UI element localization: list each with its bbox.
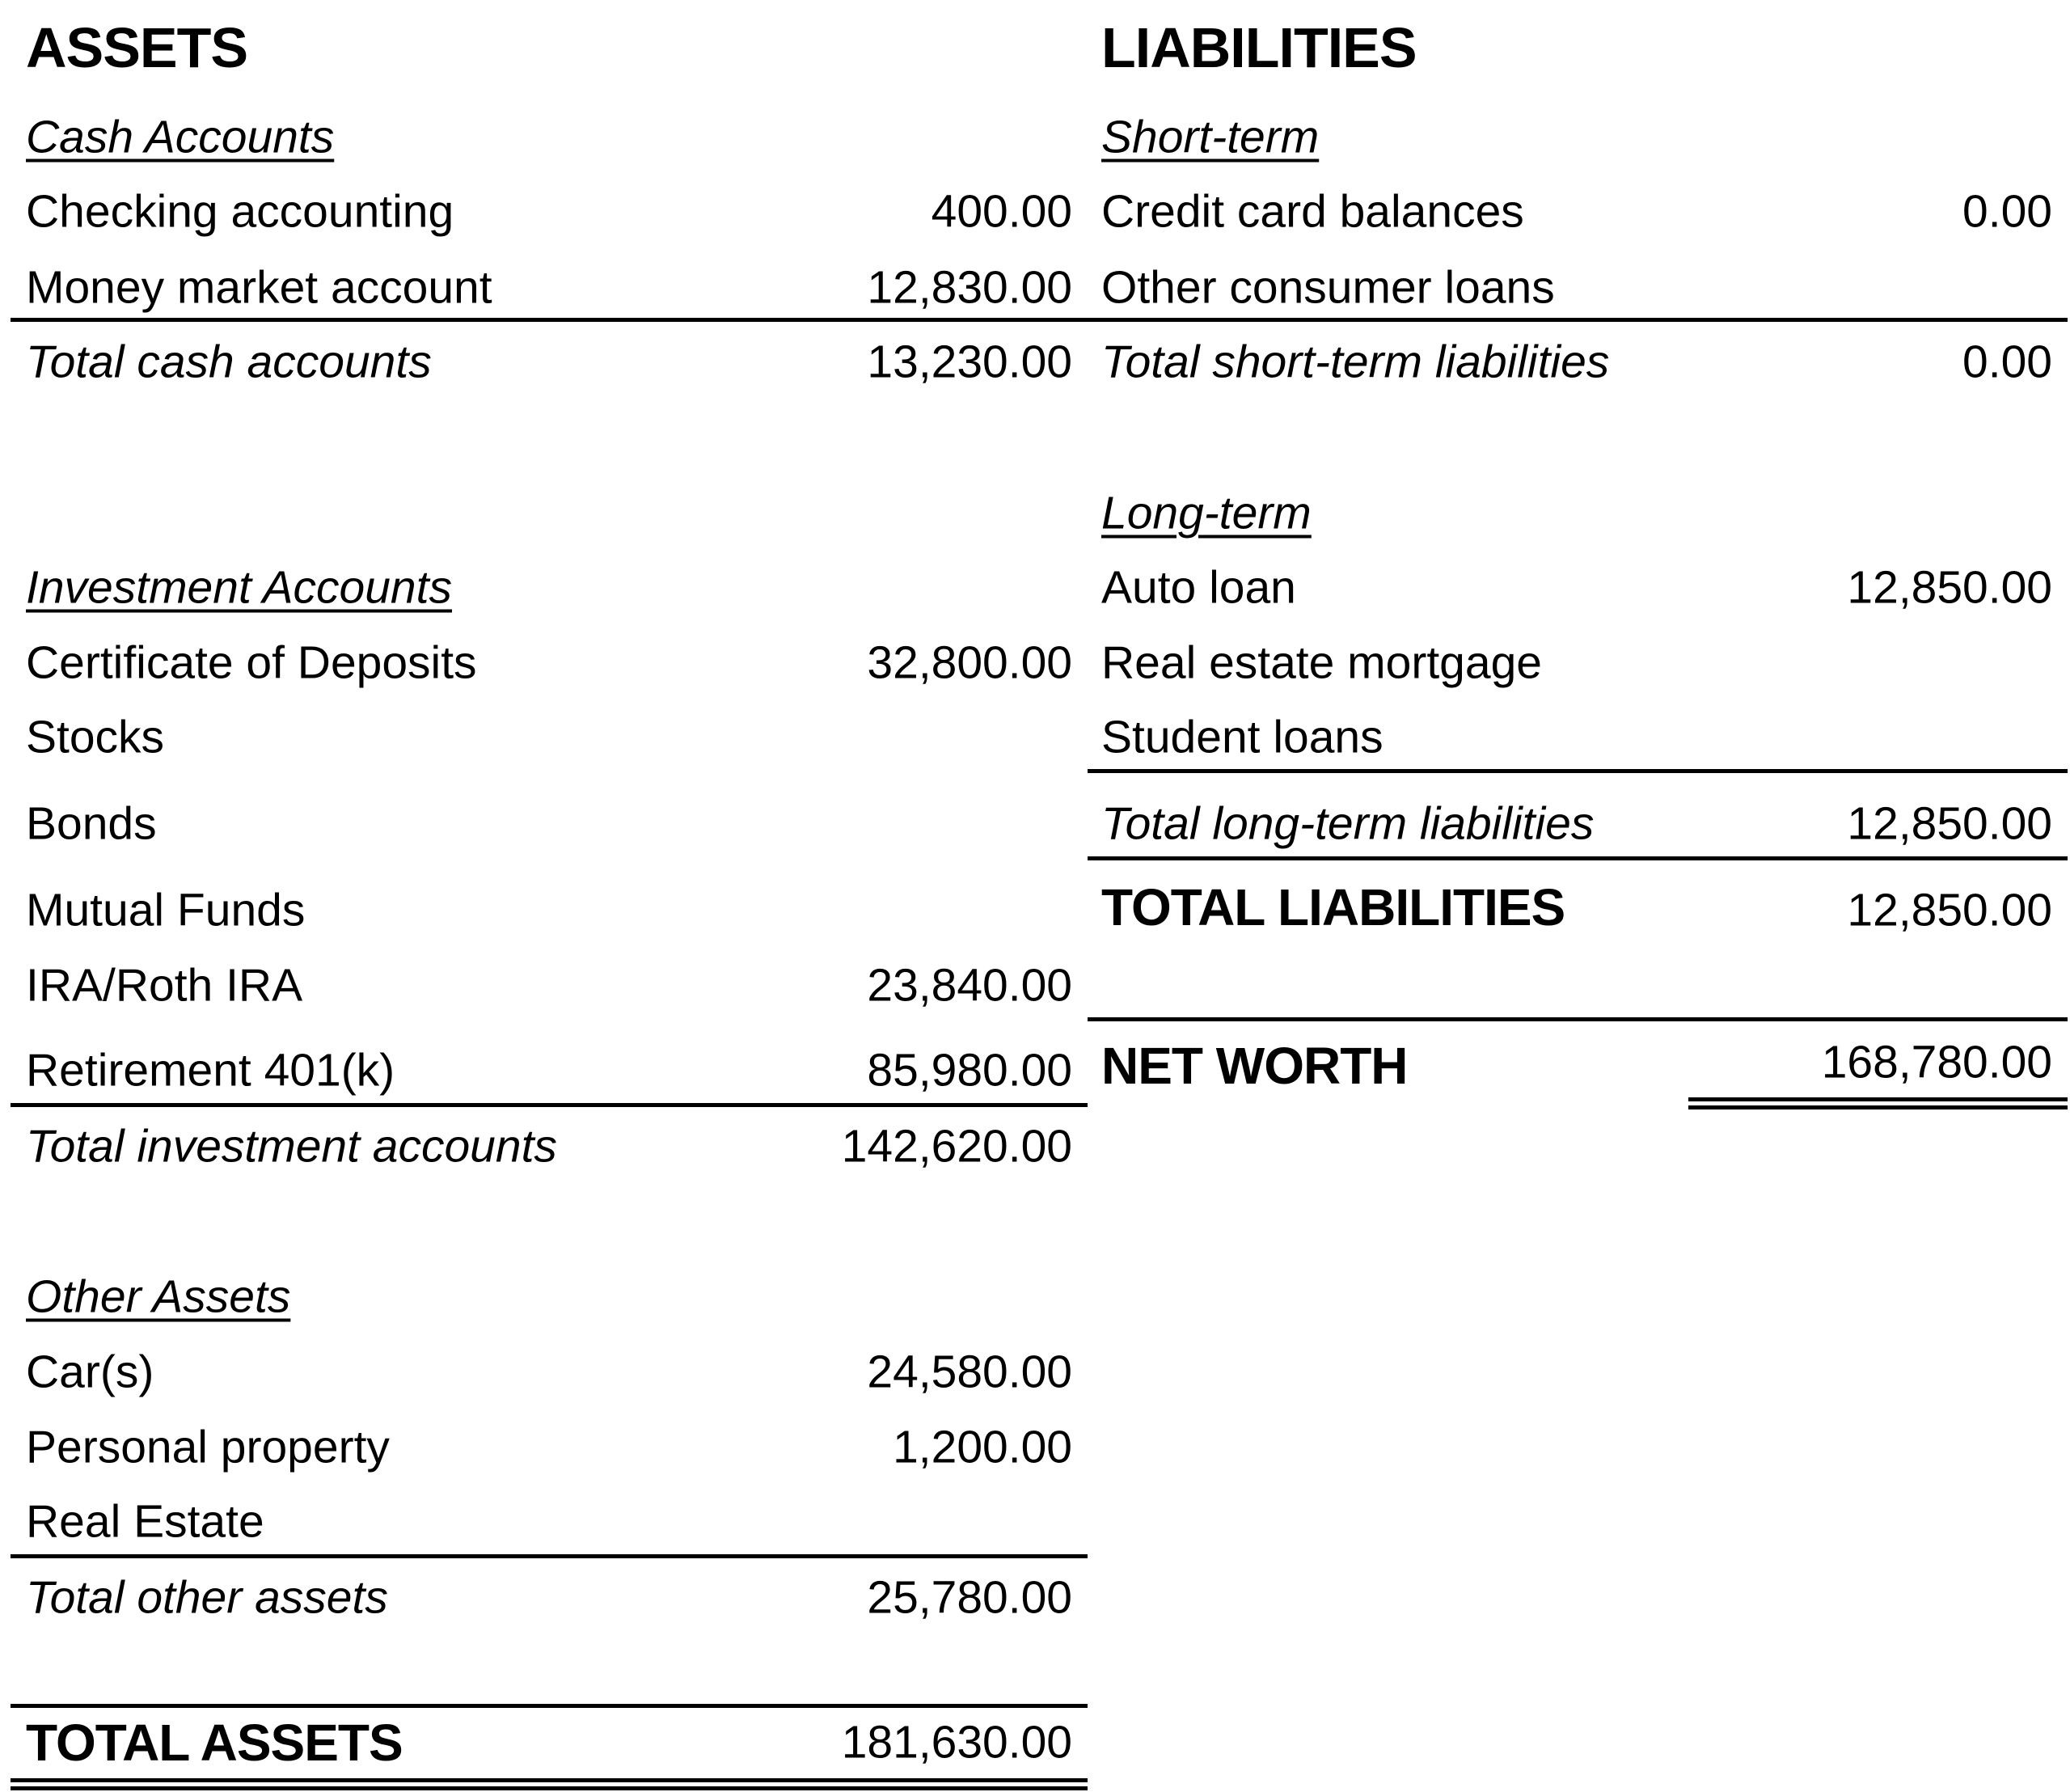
- total-investment-label: Total investment accounts: [26, 1120, 557, 1173]
- student-loans-label: Student loans: [1101, 711, 1384, 763]
- net-worth-top-rule: [1088, 1017, 2068, 1021]
- other-assets-heading: Other Assets: [26, 1270, 291, 1323]
- cars-value: 24,580.00: [867, 1346, 1072, 1398]
- long-term-total-rule: [1088, 769, 2068, 773]
- retirement-401k-label: Retirement 401(k): [26, 1044, 395, 1097]
- checking-value: 400.00: [931, 185, 1072, 238]
- short-term-total-rule: [1088, 318, 2068, 322]
- net-worth-value: 168,780.00: [1821, 1036, 2052, 1088]
- investment-accounts-heading: Investment Accounts: [26, 561, 452, 614]
- total-long-term-label: Total long-term liabilities: [1101, 797, 1595, 850]
- cd-value: 32,800.00: [867, 636, 1072, 689]
- long-term-heading: Long-term: [1101, 487, 1312, 539]
- total-cash-value: 13,230.00: [867, 336, 1072, 388]
- mutual-funds-label: Mutual Funds: [26, 884, 306, 936]
- total-other-label: Total other assets: [26, 1571, 388, 1624]
- cash-accounts-heading: Cash Accounts: [26, 111, 335, 163]
- net-worth-label: NET WORTH: [1101, 1037, 1408, 1095]
- credit-card-label: Credit card balances: [1101, 185, 1524, 238]
- cars-label: Car(s): [26, 1346, 154, 1398]
- other-total-rule: [11, 1554, 1088, 1558]
- total-liabilities-label: TOTAL LIABILITIES: [1101, 878, 1565, 936]
- cash-total-rule: [11, 318, 1088, 322]
- net-worth-double-rule-1: [1688, 1097, 2068, 1101]
- ira-label: IRA/Roth IRA: [26, 959, 303, 1012]
- personal-property-label: Personal property: [26, 1421, 390, 1473]
- net-worth-double-rule-2: [1688, 1105, 2068, 1109]
- total-investment-value: 142,620.00: [841, 1120, 1072, 1173]
- ira-value: 23,840.00: [867, 959, 1072, 1012]
- consumer-loans-label: Other consumer loans: [1101, 261, 1555, 314]
- total-long-term-value: 12,850.00: [1847, 797, 2052, 850]
- auto-loan-value: 12,850.00: [1847, 561, 2052, 614]
- cd-label: Certificate of Deposits: [26, 636, 477, 689]
- total-assets-double-rule-2: [11, 1786, 1088, 1790]
- real-estate-label: Real Estate: [26, 1495, 264, 1548]
- mortgage-label: Real estate mortgage: [1101, 636, 1542, 689]
- short-term-heading: Short-term: [1101, 111, 1320, 163]
- total-liabilities-rule: [1088, 856, 2068, 860]
- assets-title: ASSETS: [26, 16, 248, 79]
- credit-card-value: 0.00: [1962, 185, 2052, 238]
- personal-property-value: 1,200.00: [893, 1421, 1072, 1473]
- total-liabilities-value: 12,850.00: [1847, 884, 2052, 936]
- investment-total-rule: [11, 1103, 1088, 1107]
- money-market-label: Money market account: [26, 261, 492, 314]
- total-short-term-value: 0.00: [1962, 336, 2052, 388]
- total-assets-top-rule: [11, 1704, 1088, 1708]
- auto-loan-label: Auto loan: [1101, 561, 1296, 614]
- total-other-value: 25,780.00: [867, 1571, 1072, 1624]
- money-market-value: 12,830.00: [867, 261, 1072, 314]
- stocks-label: Stocks: [26, 711, 165, 763]
- total-short-term-label: Total short-term liabilities: [1101, 336, 1610, 388]
- total-assets-double-rule-1: [11, 1778, 1088, 1782]
- total-assets-label: TOTAL ASSETS: [26, 1714, 403, 1772]
- checking-label: Checking accounting: [26, 185, 454, 238]
- liabilities-title: LIABILITIES: [1101, 16, 1417, 79]
- total-assets-value: 181,630.00: [841, 1716, 1072, 1769]
- bonds-label: Bonds: [26, 797, 157, 850]
- retirement-401k-value: 85,980.00: [867, 1044, 1072, 1097]
- total-cash-label: Total cash accounts: [26, 336, 432, 388]
